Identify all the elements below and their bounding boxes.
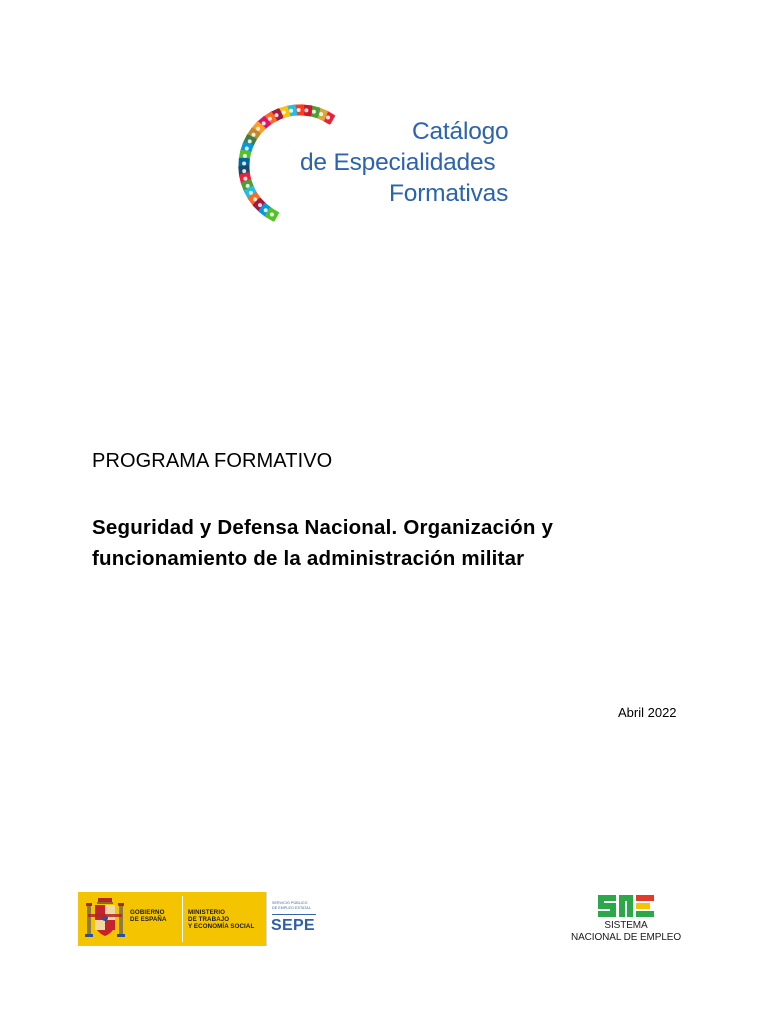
ministry-line-1: MINISTERIO xyxy=(188,909,226,916)
ministry-line-2: DE TRABAJO xyxy=(188,916,230,923)
sepe-caption-line-1: SERVICIO PÚBLICO xyxy=(272,901,308,905)
sepe-divider xyxy=(272,914,316,915)
logo-line-2: de Especialidades xyxy=(300,149,496,176)
ministry-label xyxy=(188,909,254,930)
catalog-logo-text xyxy=(300,116,540,209)
ring-tile-glyph xyxy=(256,127,260,131)
catalog-logo xyxy=(238,96,538,236)
ring-tile-glyph xyxy=(258,203,262,207)
ring-tile-glyph xyxy=(304,108,308,112)
logo-line-3: Formativas xyxy=(389,180,509,207)
sne-line-1: SISTEMA xyxy=(604,920,648,931)
document-title-line-1: Seguridad y Defensa Nacional. Organización y xyxy=(92,516,554,539)
sepe-logo xyxy=(266,892,321,946)
government-line-2: DE ESPAÑA xyxy=(130,916,167,923)
ring-tile-glyph xyxy=(312,110,316,114)
ring-tile-glyph xyxy=(270,213,274,217)
ring-tile-glyph xyxy=(289,109,293,113)
sepe-caption xyxy=(272,901,311,910)
sepe-caption-line-2: DE EMPLEO ESTATAL xyxy=(272,905,311,910)
document-date: Abril 2022 xyxy=(618,705,677,720)
ring-tile-glyph xyxy=(275,113,279,117)
ring-tile-glyph xyxy=(282,110,286,114)
ministry-line-3: Y ECONOMÍA SOCIAL xyxy=(188,923,255,930)
document-type-label: PROGRAMA FORMATIVO xyxy=(92,450,333,472)
government-label xyxy=(130,909,167,923)
ring-tile-glyph xyxy=(245,147,249,151)
ring-tile-glyph xyxy=(268,117,272,121)
sepe-wordmark: SEPE xyxy=(271,917,315,934)
ring-tile-glyph xyxy=(243,177,247,181)
sne-logo xyxy=(566,893,686,949)
document-title-line-2: funcionamiento de la administración militar xyxy=(92,547,525,570)
ring-tile-glyph xyxy=(242,169,246,173)
ring-tile-glyph xyxy=(264,208,268,212)
sne-line-2: NACIONAL DE EMPLEO xyxy=(570,932,682,943)
ring-tile-glyph xyxy=(242,162,246,166)
ring-tile-glyph xyxy=(297,108,301,112)
ring-tile-glyph xyxy=(253,197,257,201)
sne-mark-icon xyxy=(596,893,656,919)
ring-tile-glyph xyxy=(262,121,266,125)
coat-of-arms-icon xyxy=(84,896,126,942)
document-title xyxy=(92,512,692,574)
ring-tile-glyph xyxy=(252,133,256,137)
banner-divider xyxy=(182,896,183,942)
logo-line-1: Catálogo xyxy=(412,118,509,145)
ring-tile-glyph xyxy=(246,184,250,188)
sne-label xyxy=(566,920,686,944)
ring-tile-glyph xyxy=(249,191,253,195)
ring-tile-glyph xyxy=(248,139,252,143)
government-line-1: GOBIERNO xyxy=(130,909,165,916)
ring-tile-glyph xyxy=(243,154,247,158)
government-ministry-banner xyxy=(78,892,320,946)
